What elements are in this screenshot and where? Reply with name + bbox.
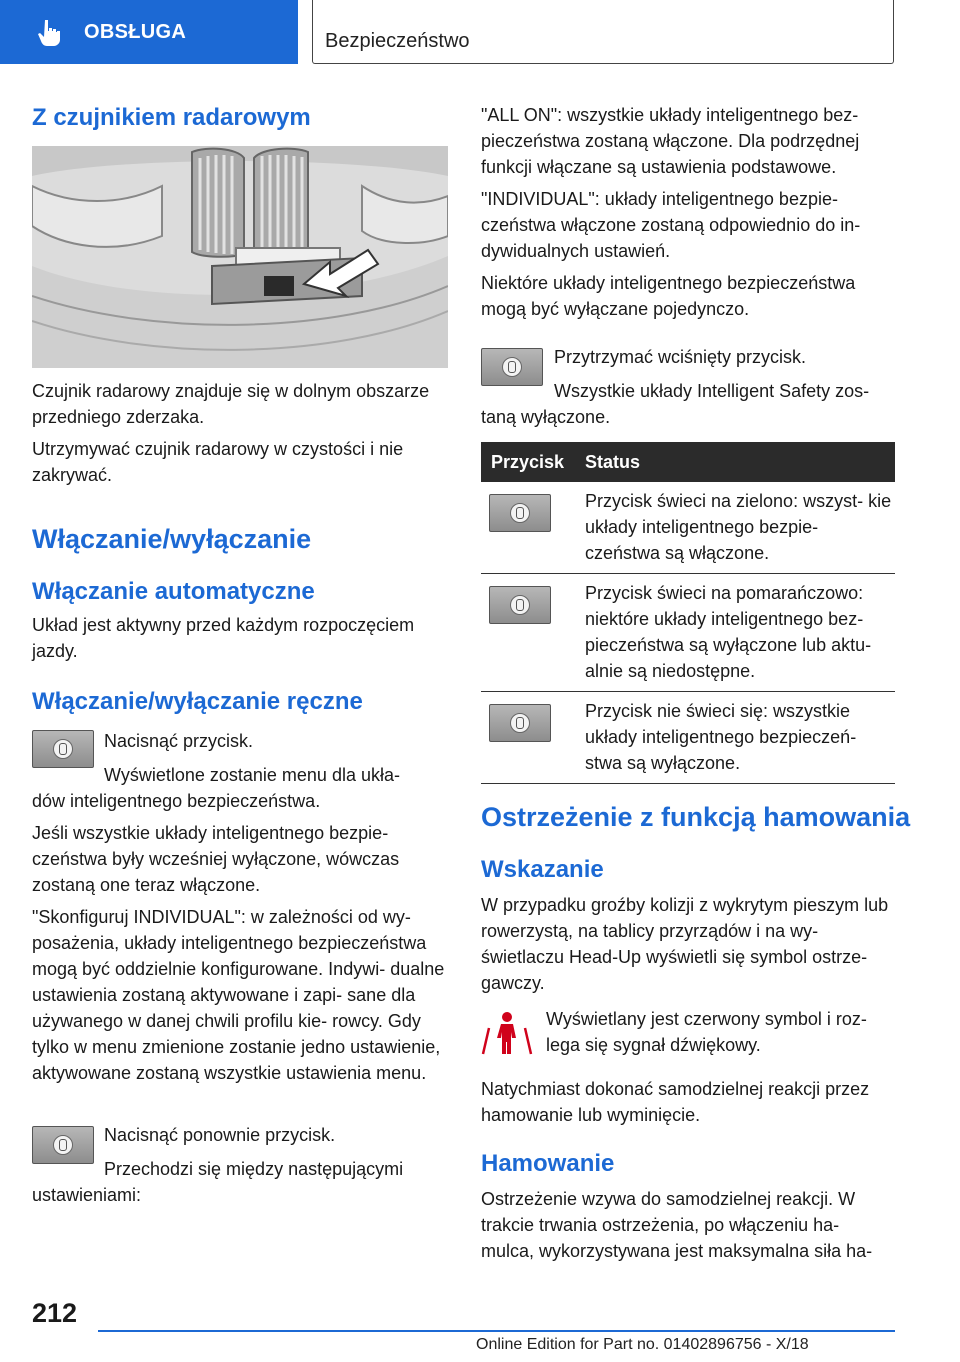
section-tab-label: OBSŁUGA xyxy=(84,20,187,43)
intelligent-safety-button-icon xyxy=(489,494,551,532)
paragraph-all-off: Jeśli wszystkie układy inteligentnego bezpie- czeństwa były wcześniej wyłączone, wówczas zostaną one teraz włączone. xyxy=(32,823,400,895)
chapter-title: Bezpieczeństwo xyxy=(325,30,470,52)
bumper-illustration xyxy=(32,146,448,368)
paragraph-auto: Układ jest aktywny przed każdym rozpoczęciem jazdy. xyxy=(32,615,415,661)
paragraph-toggle-a: Przechodzi się między następującymi xyxy=(104,1159,404,1179)
photo-caption: Czujnik radarowy znajduje się w dolnym obszarze przedniego zderzaka. xyxy=(32,381,430,427)
heading-manual: Włączanie/wyłączanie ręczne xyxy=(32,688,363,715)
paragraph-red-a: Wyświetlany jest czerwony symbol i roz- xyxy=(546,1009,867,1029)
paragraph-hold: Przytrzymać wciśnięty przycisk. xyxy=(554,347,807,367)
intelligent-safety-button-icon xyxy=(481,348,543,386)
chapter-header xyxy=(312,0,894,64)
paragraph-off-b: taną wyłączone. xyxy=(481,407,611,427)
footer-divider xyxy=(98,1330,895,1332)
heading-radar: Z czujnikiem radarowym xyxy=(32,104,311,131)
radar-sensor-photo xyxy=(32,146,448,368)
heading-warning: Ostrzeżenie z funkcją hamowania xyxy=(481,802,911,832)
table-row xyxy=(481,482,895,574)
paragraph-braking: Ostrzeżenie wzywa do samodzielnej reakcji. W trakcie trwania ostrzeżenia, po włączeniu ha- mulca, wykorzystywana jest maksymalna siła ha- xyxy=(481,1189,873,1261)
paragraph-press-again: Nacisnąć ponownie przycisk. xyxy=(104,1125,336,1145)
intelligent-safety-button-icon xyxy=(32,1126,94,1164)
status-cell: Przycisk nie świeci się: wszystkie układy inteligentnego bezpieczeń- stwa są wyłączone. xyxy=(575,692,895,784)
footer-edition: Online Edition for Part no. 01402896756 - X/18 xyxy=(476,1336,809,1353)
column-header-status: Status xyxy=(575,442,895,482)
paragraph-individual: "Skonfiguruj INDIVIDUAL": w zależności od wy- posażenia, układy inteligentnego bezpieczeństwa mogą być oddzielnie konfigurowane. Indywi- dualne ustawienia zostaną aktywowane i zapi- sane dla używanego w danej chwili profilu kie- rowcy. Gdy tylko w menu zmienione zostanie jedno ustawienie, aktywowane zostaną wszystkie ustawienia menu. xyxy=(32,907,445,1083)
section-tab[interactable] xyxy=(0,0,298,64)
table-row xyxy=(481,692,895,784)
paragraph-indiv: "INDIVIDUAL": układy inteligentnego bezpie- czeństwa włączone zostaną odpowiednio do in- dywidualnych ustawień. xyxy=(481,189,861,261)
heading-auto: Włączanie automatyczne xyxy=(32,578,315,605)
intelligent-safety-button-icon xyxy=(32,730,94,768)
paragraph-menu-a: Wyświetlone zostanie menu dla ukła- xyxy=(104,765,400,785)
pedestrian-warning-icon xyxy=(481,1010,533,1056)
heading-indication: Wskazanie xyxy=(481,856,604,883)
page-number: 212 xyxy=(32,1298,78,1328)
paragraph-clean: Utrzymywać czujnik radarowy w czystości i nie zakrywać. xyxy=(32,439,404,485)
paragraph-toggle-b: ustawieniami: xyxy=(32,1185,142,1205)
table-row xyxy=(481,574,895,692)
hand-pointer-icon xyxy=(34,17,64,47)
paragraph-menu-b: dów inteligentnego bezpieczeństwa. xyxy=(32,791,321,811)
paragraph-all-on: "ALL ON": wszystkie układy inteligentnego bez- pieczeństwa zostaną włączone. Dla podrzędnej funkcji włączane są ustawienia podstawowe. xyxy=(481,105,860,177)
status-table xyxy=(481,442,895,784)
heading-braking: Hamowanie xyxy=(481,1150,615,1177)
column-header-button: Przycisk xyxy=(481,442,575,482)
status-cell: Przycisk świeci na zielono: wszyst- kie układy inteligentnego bezpie- czeństwa są włączone. xyxy=(575,482,895,574)
paragraph-off-a: Wszystkie układy Intelligent Safety zos- xyxy=(554,381,870,401)
intelligent-safety-button-icon xyxy=(489,586,551,624)
paragraph-some: Niektóre układy inteligentnego bezpieczeństwa mogą być wyłączane pojedynczo. xyxy=(481,273,856,319)
paragraph-react: Natychmiast dokonać samodzielnej reakcji przez hamowanie lub wyminięcie. xyxy=(481,1079,870,1125)
status-cell: Przycisk świeci na pomarańczowo: niektóre układy inteligentnego bez- pieczeństwa są wyłączone lub aktu- alnie są niedostępne. xyxy=(575,574,895,692)
paragraph-red-b: lega się sygnał dźwiękowy. xyxy=(546,1035,761,1055)
heading-onoff: Włączanie/wyłączanie xyxy=(32,524,312,554)
paragraph-indication: W przypadku groźby kolizji z wykrytym pieszym lub rowerzystą, na tablicy przyrządów i na wy- świetlaczu Head-Up wyświetli się symbol ostrze- gawczy. xyxy=(481,895,889,993)
intelligent-safety-button-icon xyxy=(489,704,551,742)
paragraph-press: Nacisnąć przycisk. xyxy=(104,731,254,751)
